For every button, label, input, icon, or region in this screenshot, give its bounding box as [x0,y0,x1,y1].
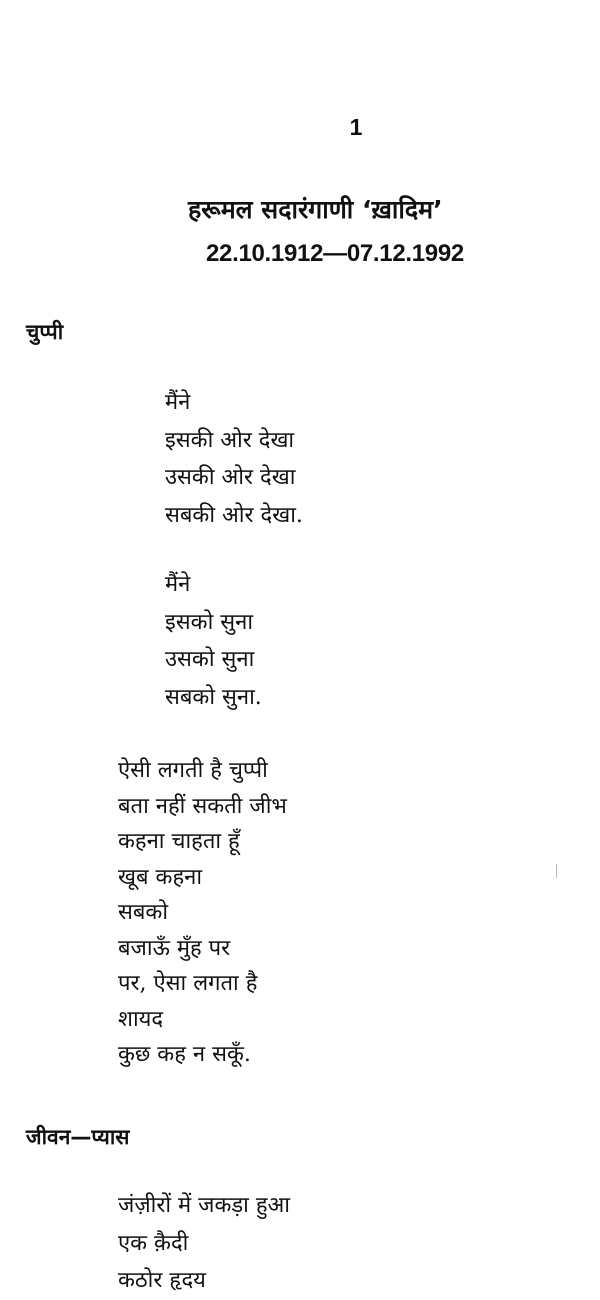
poem-line: सबको सुना. [165,684,262,710]
poem-stanza [165,384,303,534]
page-number: 1 [349,114,363,140]
poem-stanza [165,566,262,716]
poem-line: जंज़ीरों में जकड़ा हुआ [118,1193,291,1218]
poem-line: शायद [118,1006,164,1032]
poem-line: सबकी ओर देखा. [165,502,303,528]
poem-line: बजाऊँ मुँह पर [118,935,231,961]
poem-title-chuppi: चुप्पी [26,320,64,344]
poem-stanza [118,1187,290,1300]
poem-stanza [118,753,287,1073]
poem-line: बता नहीं सकती जीभ [118,793,287,819]
poem-title-jeevan-pyas: जीवन—प्यास [26,1125,130,1149]
poem-line: मैंने [165,390,191,415]
poem-line: इसकी ओर देखा [165,427,295,453]
author-name: हरूमल सदारंगाणी ‘ख़ादिम’ [188,195,443,224]
poem-line: उसकी ओर देखा [165,465,296,490]
poem-line: कहना चाहता हूँ [118,829,240,854]
poem-line: मैंने [165,572,191,597]
scan-speck [556,864,557,878]
poem-line: एक क़ैदी [118,1230,189,1256]
poem-line: खूब कहना [118,864,203,890]
author-dates: 22.10.1912—07.12.1992 [206,240,464,267]
poem-line: इसको सुना [165,609,254,635]
poem-line: ऐसी लगती है चुप्पी [118,758,268,783]
poem-line: कठोर हृदय [118,1268,206,1293]
poem-line: उसको सुना [165,647,255,672]
poem-line: पर, ऐसा लगता है [118,971,258,996]
poem-line: सबको [118,900,169,925]
poem-line: कुछ कह न सकूँ. [118,1042,251,1067]
